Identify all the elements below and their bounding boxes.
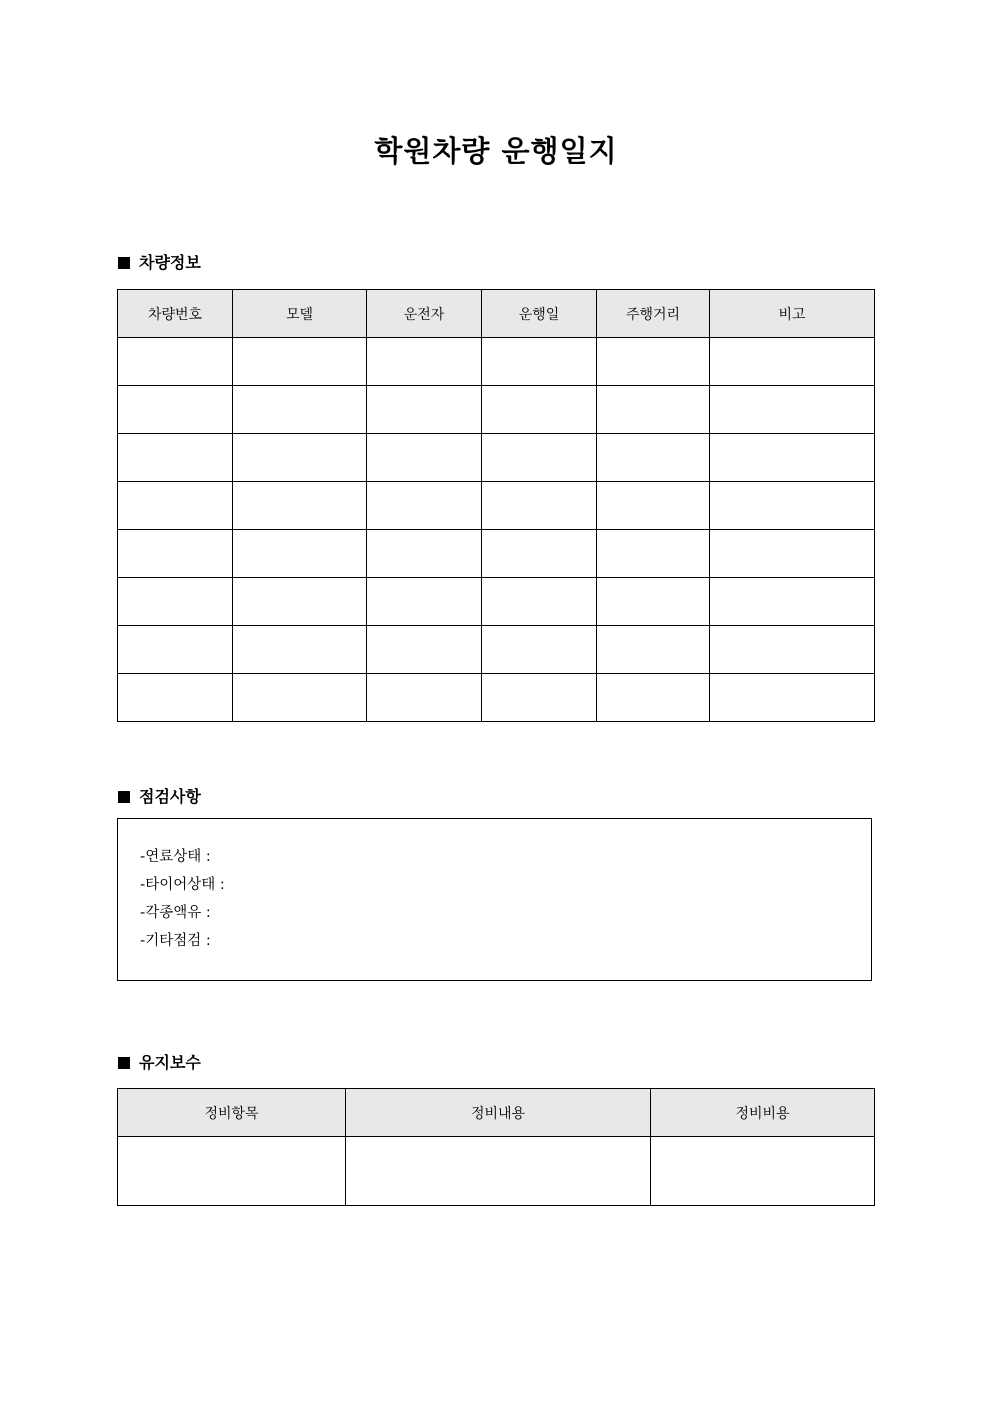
cell-operation-date[interactable] xyxy=(482,674,597,722)
table-header-row xyxy=(118,290,875,338)
cell-vehicle-number[interactable] xyxy=(118,674,233,722)
cell-operation-date[interactable] xyxy=(482,578,597,626)
cell-maintenance-cost[interactable] xyxy=(651,1137,875,1206)
cell-operation-date[interactable] xyxy=(482,530,597,578)
section-heading-vehicle-info-label: 차량정보 xyxy=(139,253,201,272)
cell-remarks[interactable] xyxy=(710,386,875,434)
cell-vehicle-number[interactable] xyxy=(118,530,233,578)
table-row xyxy=(118,482,875,530)
inspection-item-list xyxy=(118,819,871,955)
column-header-maintenance-details: 정비내용 xyxy=(346,1089,651,1137)
column-header-maintenance-item: 정비항목 xyxy=(118,1089,346,1137)
cell-operation-date[interactable] xyxy=(482,434,597,482)
column-header-vehicle-number: 차량번호 xyxy=(118,290,233,338)
table-row xyxy=(118,434,875,482)
cell-vehicle-number[interactable] xyxy=(118,338,233,386)
cell-maintenance-item[interactable] xyxy=(118,1137,346,1206)
column-header-driver: 운전자 xyxy=(367,290,482,338)
cell-remarks[interactable] xyxy=(710,482,875,530)
cell-distance[interactable] xyxy=(597,338,710,386)
column-header-remarks: 비고 xyxy=(710,290,875,338)
cell-model[interactable] xyxy=(233,530,367,578)
table-row xyxy=(118,338,875,386)
table-row xyxy=(118,626,875,674)
table-row xyxy=(118,578,875,626)
cell-operation-date[interactable] xyxy=(482,626,597,674)
list-item[interactable]: -각종액유 : xyxy=(140,905,211,921)
cell-driver[interactable] xyxy=(367,434,482,482)
cell-model[interactable] xyxy=(233,482,367,530)
table-row xyxy=(118,1137,875,1206)
cell-vehicle-number[interactable] xyxy=(118,578,233,626)
cell-distance[interactable] xyxy=(597,434,710,482)
cell-distance[interactable] xyxy=(597,530,710,578)
cell-maintenance-details[interactable] xyxy=(346,1137,651,1206)
cell-distance[interactable] xyxy=(597,482,710,530)
cell-driver[interactable] xyxy=(367,482,482,530)
cell-driver[interactable] xyxy=(367,674,482,722)
table-row xyxy=(118,530,875,578)
cell-vehicle-number[interactable] xyxy=(118,386,233,434)
section-heading-maintenance xyxy=(118,1052,201,1074)
cell-model[interactable] xyxy=(233,338,367,386)
list-item[interactable]: -기타점검 : xyxy=(140,933,211,949)
cell-model[interactable] xyxy=(233,386,367,434)
cell-distance[interactable] xyxy=(597,578,710,626)
table-header-row xyxy=(118,1089,875,1137)
section-heading-inspection xyxy=(118,786,201,808)
cell-model[interactable] xyxy=(233,578,367,626)
page-title: 학원차량 운행일지 xyxy=(374,134,618,168)
section-heading-maintenance-label: 유지보수 xyxy=(139,1053,201,1072)
column-header-model: 모델 xyxy=(233,290,367,338)
cell-distance[interactable] xyxy=(597,626,710,674)
cell-driver[interactable] xyxy=(367,626,482,674)
column-header-operation-date: 운행일 xyxy=(482,290,597,338)
vehicle-info-table xyxy=(117,289,875,722)
cell-operation-date[interactable] xyxy=(482,386,597,434)
table-row xyxy=(118,674,875,722)
list-item[interactable]: -연료상태 : xyxy=(140,849,211,865)
cell-remarks[interactable] xyxy=(710,434,875,482)
cell-remarks[interactable] xyxy=(710,674,875,722)
cell-model[interactable] xyxy=(233,674,367,722)
filled-square-icon xyxy=(118,1057,130,1069)
maintenance-table xyxy=(117,1088,875,1206)
cell-remarks[interactable] xyxy=(710,530,875,578)
section-heading-vehicle-info xyxy=(118,252,201,274)
inspection-notes-box[interactable] xyxy=(117,818,872,981)
column-header-distance: 주행거리 xyxy=(597,290,710,338)
cell-remarks[interactable] xyxy=(710,578,875,626)
cell-driver[interactable] xyxy=(367,530,482,578)
cell-vehicle-number[interactable] xyxy=(118,434,233,482)
cell-remarks[interactable] xyxy=(710,626,875,674)
cell-model[interactable] xyxy=(233,626,367,674)
cell-vehicle-number[interactable] xyxy=(118,482,233,530)
cell-distance[interactable] xyxy=(597,386,710,434)
cell-driver[interactable] xyxy=(367,578,482,626)
filled-square-icon xyxy=(118,257,130,269)
cell-vehicle-number[interactable] xyxy=(118,626,233,674)
filled-square-icon xyxy=(118,791,130,803)
list-item[interactable]: -타이어상태 : xyxy=(140,877,225,893)
column-header-maintenance-cost: 정비비용 xyxy=(651,1089,875,1137)
cell-remarks[interactable] xyxy=(710,338,875,386)
section-heading-inspection-label: 점검사항 xyxy=(139,787,201,806)
cell-distance[interactable] xyxy=(597,674,710,722)
cell-model[interactable] xyxy=(233,434,367,482)
cell-driver[interactable] xyxy=(367,338,482,386)
cell-operation-date[interactable] xyxy=(482,338,597,386)
cell-driver[interactable] xyxy=(367,386,482,434)
table-row xyxy=(118,386,875,434)
cell-operation-date[interactable] xyxy=(482,482,597,530)
